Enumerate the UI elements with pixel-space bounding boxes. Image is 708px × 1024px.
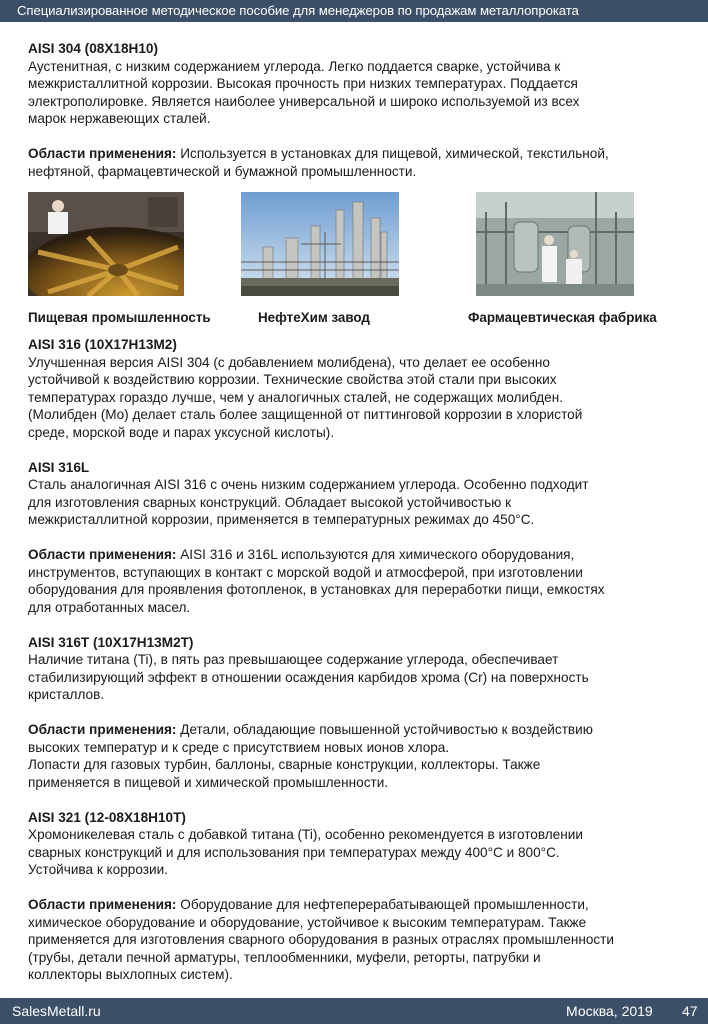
page-header [0, 0, 708, 22]
section-title-aisi-321: AISI 321 (12-08Х18Н10Т) [28, 809, 186, 825]
paragraph-line: нефтяной, фармацевтической и бумажной промышленности. [28, 163, 417, 179]
paragraph-line: Устойчива к коррозии. [28, 862, 168, 877]
paragraph-line: стабилизирующий эффект в отношении осаждения карбидов хрома (Cr) на поверхность [28, 669, 589, 685]
paragraph-line: высоких температур и к среде с присутствием новых ионов хлора. [28, 739, 450, 755]
paragraph-line: электрополировке. Является наиболее универсальной и широко используемой из всех [28, 93, 580, 109]
paragraph-line: (Молибден (Mo) делает сталь более защищенной от питтинговой коррозии в хлористой [28, 407, 583, 422]
page-number: 47 [682, 1003, 698, 1019]
petrochemical-plant-photo [241, 192, 399, 296]
application-line: Области применения: Детали, обладающие повышенной устойчивостью к воздействию [28, 722, 593, 737]
paragraph-line: оборудования для проявления фотопленок, в установках для переработки пищи, емкостях [28, 582, 605, 597]
paragraph-line: Наличие титана (Ti), в пять раз превышающее содержание углерода, обеспечивает [28, 652, 559, 667]
paragraph-line: Улучшенная версия AISI 304 (с добавлением молибдена), что делает ее особенно [28, 354, 550, 370]
application-label: Области применения: [28, 146, 177, 161]
paragraph-line: межкристаллитной коррозии, применяется в температурных режимах до 450°С. [28, 512, 535, 527]
paragraph-line: инструментов, вступающих в контакт с морской водой и атмосферой, при изготовлении [28, 564, 583, 580]
pharmaceutical-factory-photo [476, 192, 634, 296]
footer-site-link[interactable]: SalesMetall.ru [12, 1003, 101, 1019]
section-title-aisi-316l: AISI 316L [28, 459, 90, 475]
paragraph-line: температурах гораздо лучше, чем у аналогичных сталей, не содержащих молибден. [28, 389, 564, 405]
paragraph-line: Сталь аналогичная AISI 316 с очень низким содержанием углерода. Особенно подходит [28, 477, 589, 492]
paragraph-line: марок нержавеющих сталей. [28, 111, 211, 126]
paragraph-line: применяется в пищевой и химической промышленности. [28, 774, 389, 790]
paragraph-line: межкристаллитной коррозии. Высокая прочность при низких температурах. Поддается [28, 76, 578, 91]
paragraph-line: устойчивой к воздействию коррозии. Технические свойства этой стали при высоких [28, 372, 557, 387]
header-title: Специализированное методическое пособие для менеджеров по продажам металлопроката [17, 3, 579, 18]
footer-city-year: Москва, 2019 [566, 1003, 653, 1019]
paragraph-line: для отработанных масел. [28, 599, 191, 615]
paragraph-line: (трубы, детали печной арматуры, теплообменники, муфели, реторты, патрубки и [28, 949, 541, 965]
section-title-aisi-304: AISI 304 (08Х18Н10) [28, 41, 158, 56]
paragraph-line: для изготовления сварных конструкций. Обладает высокой устойчивостью к [28, 494, 512, 510]
photo-row [28, 192, 696, 352]
food-industry-photo [28, 192, 184, 296]
page-content [28, 40, 696, 984]
paragraph-line: среде, морской воде и парах уксусной кислоты). [28, 424, 335, 440]
paragraph-line: химическое оборудование и оборудование, устойчивое к высоким температурам. Также [28, 914, 587, 930]
paragraph-line: Хромоникелевая сталь с добавкой титана (Ti), особенно рекомендуется в изготовлении [28, 827, 583, 842]
application-label: Области применения: [28, 897, 177, 912]
paragraph-line: Лопасти для газовых турбин, баллоны, сварные конструкции, коллекторы. Также [28, 757, 541, 772]
paragraph-line: сварных конструкций и для использования при температурах между 400°С и 800°С. [28, 844, 560, 860]
application-line: Области применения: Оборудование для нефтеперерабатывающей промышленности, [28, 897, 589, 912]
page-footer [0, 998, 708, 1024]
application-label: Области применения: [28, 547, 177, 562]
section-title-aisi-316t: AISI 316T (10Х17Н13М2Т) [28, 634, 194, 650]
paragraph-line: кристаллов. [28, 687, 105, 702]
application-line: Области применения: AISI 316 и 316L используются для химического оборудования, [28, 547, 575, 562]
paragraph-line: коллекторы выхлопных систем). [28, 967, 233, 982]
paragraph-line: применяется для изготовления сварного оборудования в разных отраслях промышленности [28, 932, 615, 947]
photo-caption: Пищевая промышленность [28, 310, 211, 325]
section-title-aisi-316: AISI 316 (10Х17Н13М2) [28, 337, 177, 352]
application-label: Области применения: [28, 722, 177, 737]
photo-caption: НефтеХим завод [258, 310, 370, 325]
paragraph-line: Аустенитная, с низким содержанием углерода. Легко поддается сварке, устойчива к [28, 58, 561, 74]
application-line: Области применения: Используется в установках для пищевой, химической, текстильной, [28, 146, 609, 161]
photo-caption: Фармацевтическая фабрика [468, 310, 657, 325]
